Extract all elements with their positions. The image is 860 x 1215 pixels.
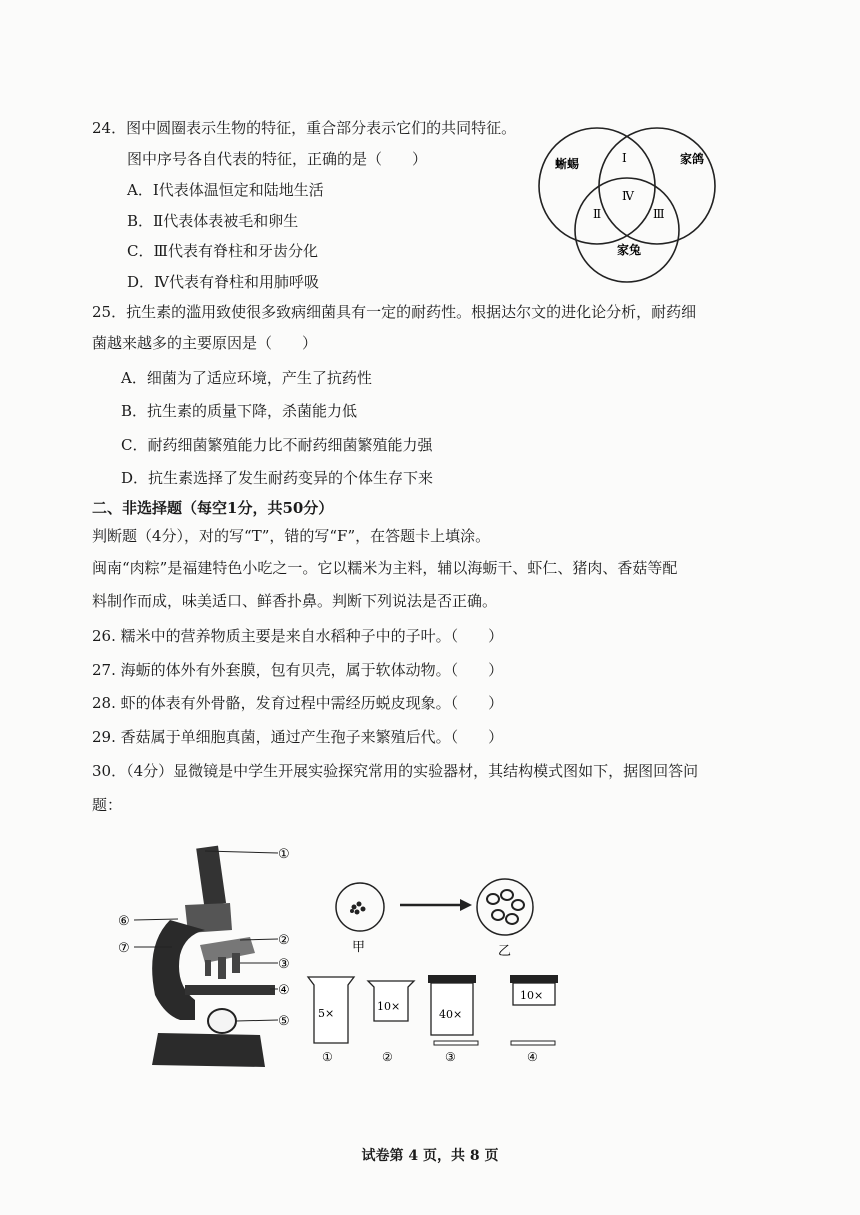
venn-label-rabbit: 家兔 bbox=[617, 243, 642, 257]
microscope-label-7: ⑦ bbox=[118, 941, 130, 956]
q25-stem-2: 菌越来越多的主要原因是（ ） bbox=[92, 334, 318, 352]
venn-diagram bbox=[535, 118, 735, 298]
venn-region-4: Ⅳ bbox=[622, 189, 634, 203]
venn-label-pigeon: 家鸽 bbox=[680, 152, 705, 166]
judge-intro: 判断题（4分），对的写“T”，错的写“F”，在答题卡上填涂。 bbox=[92, 527, 491, 545]
q29: 29. 香菇属于单细胞真菌，通过产生孢子来繁殖后代。（ ） bbox=[92, 728, 504, 746]
lens-3-cap bbox=[428, 975, 476, 983]
microscope-figure bbox=[110, 835, 590, 1095]
q25-stem: 25．抗生素的滥用致使很多致病细菌具有一定的耐药性。根据达尔文的进化论分析，耐药细 bbox=[92, 303, 697, 321]
section2-title: 二、非选择题（每空1分，共50分） bbox=[92, 499, 334, 517]
q30-stem: 30．（4分）显微镜是中学生开展实验探究常用的实验器材，其结构模式图如下，据图回答问 bbox=[92, 762, 699, 780]
q30-stem-2: 题： bbox=[92, 796, 123, 814]
lens-2-mark: 10× bbox=[377, 1000, 401, 1013]
q24-option-a: A．Ⅰ代表体温恒定和陆地生活 bbox=[127, 181, 324, 199]
lens-4-number: ④ bbox=[527, 1050, 538, 1064]
lens-1-number: ① bbox=[322, 1050, 333, 1064]
q25-option-a: A．细菌为了适应环境，产生了抗药性 bbox=[121, 369, 372, 387]
q24-stem-2: 图中序号各自代表的特征，正确的是（ ） bbox=[127, 150, 428, 168]
microscope-label-4: ④ bbox=[278, 983, 290, 998]
microscope-label-5: ⑤ bbox=[278, 1014, 290, 1029]
venn-label-lizard: 蜥蜴 bbox=[555, 157, 580, 171]
q25-option-c: C．耐药细菌繁殖能力比不耐药细菌繁殖能力强 bbox=[121, 436, 433, 454]
q25-option-b: B．抗生素的质量下降，杀菌能力低 bbox=[121, 402, 358, 420]
microscope-label-1: ① bbox=[278, 847, 290, 862]
lens-3-number: ③ bbox=[445, 1050, 456, 1064]
q24-stem: 24．图中圆圈表示生物的特征，重合部分表示它们的共同特征。 bbox=[92, 119, 517, 137]
passage-line-1: 闽南“肉粽”是福建特色小吃之一。它以糯米为主料，辅以海蛎干、虾仁、猪肉、香菇等配 bbox=[92, 559, 678, 577]
passage-line-2: 料制作而成，味美适口、鲜香扑鼻。判断下列说法是否正确。 bbox=[92, 592, 498, 610]
lens-4-base bbox=[511, 1041, 555, 1045]
q26: 26. 糯米中的营养物质主要是来自水稻种子中的子叶。（ ） bbox=[92, 627, 504, 645]
q24-option-d: D．Ⅳ代表有脊柱和用肺呼吸 bbox=[127, 273, 320, 291]
venn-region-2: Ⅱ bbox=[593, 207, 602, 221]
q24-option-b: B．Ⅱ代表体表被毛和卵生 bbox=[127, 212, 299, 230]
lens-3-mark: 40× bbox=[439, 1008, 463, 1021]
venn-region-1: Ⅰ bbox=[622, 151, 627, 165]
arrow-head-icon bbox=[460, 899, 472, 911]
lens-2-number: ② bbox=[382, 1050, 393, 1064]
q28: 28. 虾的体表有外骨骼，发育过程中需经历蜕皮现象。（ ） bbox=[92, 694, 504, 712]
venn-circle-pigeon bbox=[599, 128, 715, 244]
lens-4-cap bbox=[510, 975, 558, 983]
lens-4-mark: 10× bbox=[520, 989, 544, 1002]
view-yi-cells bbox=[487, 890, 524, 924]
page-footer: 试卷第 4 页，共 8 页 bbox=[361, 1148, 499, 1164]
q27: 27. 海蛎的体外有外套膜，包有贝壳，属于软体动物。（ ） bbox=[92, 661, 504, 679]
microscope-illustration bbox=[152, 846, 275, 1067]
lens-1-mark: 5× bbox=[318, 1007, 335, 1020]
view-jia-circle bbox=[336, 883, 384, 931]
view-yi-label: 乙 bbox=[498, 944, 512, 959]
venn-region-3: Ⅲ bbox=[653, 207, 665, 221]
lens-3-base bbox=[434, 1041, 478, 1045]
microscope-label-6: ⑥ bbox=[118, 914, 130, 929]
view-jia-label: 甲 bbox=[352, 940, 366, 955]
view-jia-cells bbox=[350, 902, 366, 915]
q25-option-d: D．抗生素选择了发生耐药变异的个体生存下来 bbox=[121, 469, 434, 487]
q24-option-c: C．Ⅲ代表有脊柱和牙齿分化 bbox=[127, 242, 318, 260]
venn-circle-lizard bbox=[539, 128, 655, 244]
microscope-label-3: ③ bbox=[278, 957, 290, 972]
microscope-label-2: ② bbox=[278, 933, 290, 948]
